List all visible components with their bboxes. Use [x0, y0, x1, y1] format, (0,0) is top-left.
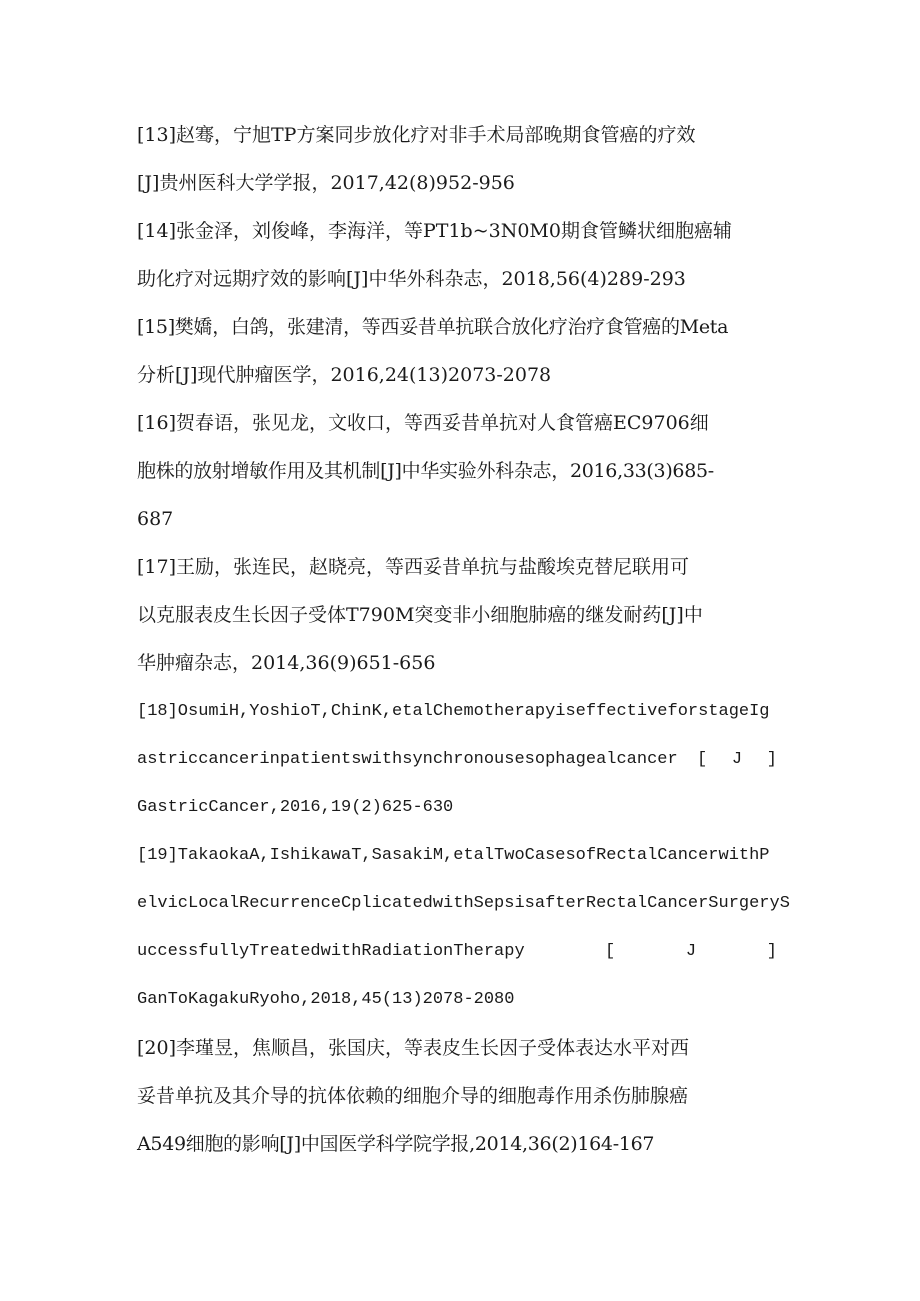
close-bracket: ]: [766, 942, 777, 961]
reference-19-line-1: [19]TakaokaA,IshikawaT,SasakiM,etalTwoCasesofRectalCancerwithP: [137, 846, 770, 865]
reference-15-line-2: 分析[J]现代肿瘤医学，2016,24(13)2073-2078: [137, 364, 552, 386]
reference-17-line-2: 以克服表皮生长因子受体T790M突变非小细胞肺癌的继发耐药[J]中: [137, 604, 703, 626]
close-bracket: ]: [766, 750, 777, 769]
reference-14-line-2: 助化疗对远期疗效的影响[J]中华外科杂志，2018,56(4)289-293: [137, 268, 686, 290]
reference-20-line-1: [20]李瑾昱，焦顺昌，张国庆，等表皮生长因子受体表达水平对西: [137, 1037, 690, 1059]
type-letter: J: [685, 942, 697, 961]
reference-20-line-2: 妥昔单抗及其介导的抗体依赖的细胞介导的细胞毒作用杀伤肺腺癌: [137, 1085, 689, 1107]
type-letter: J: [731, 750, 743, 769]
reference-19-line-3: [137, 940, 777, 964]
open-bracket: [: [605, 942, 616, 961]
reference-14-line-1: [14]张金泽，刘俊峰，李海洋，等PT1b~3N0M0期食管鳞状细胞癌辅: [137, 220, 732, 242]
reference-16-line-2: 胞株的放射增敏作用及其机制[J]中华实验外科杂志，2016,33(3)685-: [137, 460, 714, 482]
reference-18-line-1: [18]OsumiH,YoshioT,ChinK,etalChemotherapyiseffectiveforstageIg: [137, 702, 770, 721]
reference-16-line-3: 687: [137, 508, 174, 530]
reference-15-line-1: [15]樊嬌，白鸽，张建清，等西妥昔单抗联合放化疗治疗食管癌的Meta: [137, 316, 729, 338]
reference-13-line-2: [J]贵州医科大学学报，2017,42(8)952-956: [137, 172, 515, 194]
reference-18-line-3: GastricCancer,2016,19(2)625-630: [137, 798, 454, 817]
open-bracket: [: [697, 750, 708, 769]
reference-20-line-3: A549细胞的影响[J]中国医学科学院学报,2014,36(2)164-167: [137, 1133, 655, 1155]
reference-13-line-1: [13]赵骞，宁旭TP方案同步放化疗对非手术局部晚期食管癌的疗效: [137, 124, 696, 146]
reference-17-line-3: 华肿瘤杂志，2014,36(9)651-656: [137, 652, 436, 674]
reference-19-line-2: elvicLocalRecurrenceCplicatedwithSepsisafterRectalCancerSurgeryS: [137, 894, 790, 913]
reference-19-line-4: GanToKagakuRyoho,2018,45(13)2078-2080: [137, 990, 515, 1009]
reference-18-type-marker: [697, 748, 777, 772]
reference-19-line-3-text: uccessfullyTreatedwithRadiationTherapy: [137, 942, 525, 961]
reference-16-line-1: [16]贺春语，张见龙，文收口，等西妥昔单抗对人食管癌EC9706细: [137, 412, 709, 434]
reference-17-line-1: [17]王励，张连民，赵晓亮，等西妥昔单抗与盐酸埃克替尼联用可: [137, 556, 690, 578]
reference-19-type-marker: [605, 940, 777, 964]
reference-18-line-2: [137, 748, 777, 772]
reference-18-line-2-text: astriccancerinpatientswithsynchronousesophagealcancer: [137, 750, 678, 769]
